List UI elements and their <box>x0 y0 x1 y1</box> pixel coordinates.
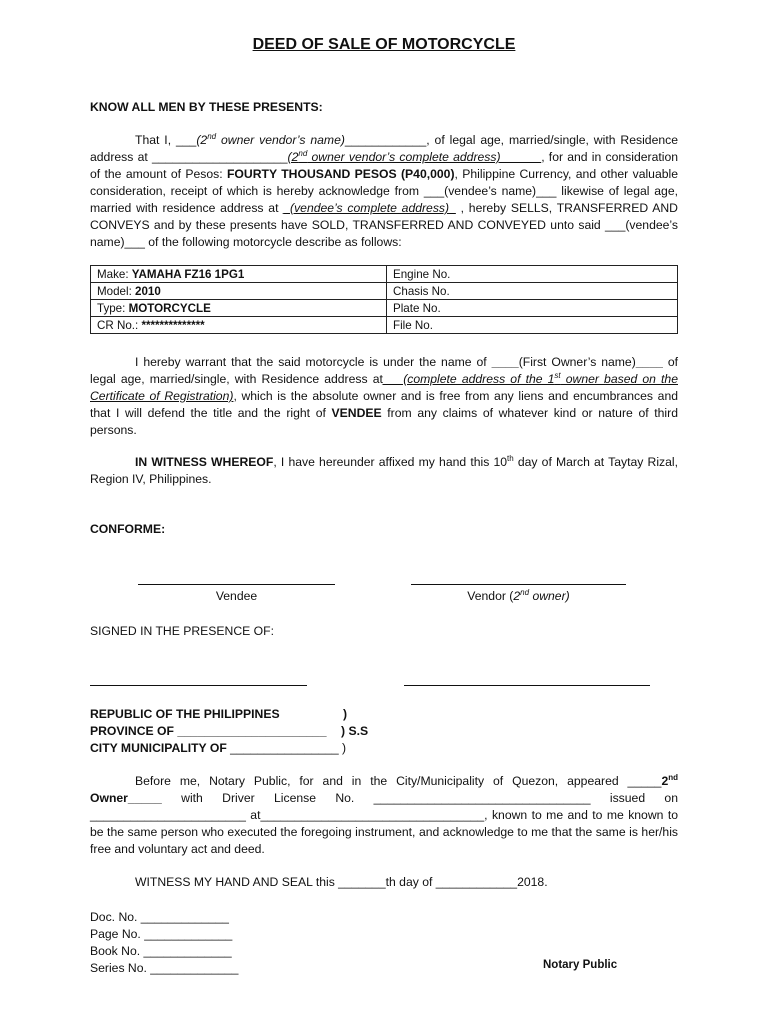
text: day of March at Taytay Rizal, Region IV, Philippines. <box>90 455 679 486</box>
vendee-signature-line <box>138 584 335 585</box>
province-line: PROVINCE OF ______________________ <box>90 724 327 738</box>
spec-right-label: Chasis No. <box>387 283 678 300</box>
spec-value: MOTORCYCLE <box>128 301 211 315</box>
table-row <box>91 300 678 317</box>
text: Before me, Notary Public, for and in the City/Municipality of Quezon, appeared _____ <box>135 774 662 788</box>
spec-label: CR No.: <box>97 318 142 332</box>
text: That I, ___ <box>135 133 197 147</box>
table-row <box>91 283 678 300</box>
witness-signature-line <box>90 685 307 686</box>
text: ___(complete address of the 1st owner based on the Certificate of Registration) <box>90 370 678 403</box>
series-no: Series No. _____________ <box>90 961 239 975</box>
text: nd <box>668 772 678 782</box>
text: 2 <box>661 774 669 788</box>
text: , Philippine Currency, and other valuable consideration, receipt of which is hereby acknowledge from <box>90 167 678 198</box>
paragraph-notary <box>90 773 678 858</box>
text: ____ <box>635 355 663 369</box>
text: , I have hereunder affixed my hand this 10 <box>273 455 508 469</box>
spec-right-label: Plate No. <box>387 300 678 317</box>
doc-no: Doc. No. _____________ <box>90 910 229 924</box>
text: , for and in consideration of the amount of Pesos: <box>90 150 679 181</box>
vendor-signature-line <box>411 584 626 585</box>
spec-label: Make: <box>97 267 132 281</box>
text: of legal age, married/single, with Residence address at <box>90 355 678 386</box>
vendee-label: Vendee <box>215 589 258 603</box>
spec-cell <box>91 283 387 300</box>
province-ss: ) S.S <box>341 724 369 738</box>
text: ____________ <box>344 133 427 147</box>
text: , which is the absolute owner and is free from any liens and encumbrances and that I will defend the title and the right of <box>90 389 678 420</box>
text: (2nd owner vendor’s complete address)______ <box>287 148 542 164</box>
text: VENDEE <box>331 406 382 420</box>
spec-right-label: Engine No. <box>387 266 678 283</box>
spec-value: YAMAHA FZ16 1PG1 <box>131 267 245 281</box>
text: from any claims of whatever kind or nature of third persons. <box>90 406 678 437</box>
spec-value: 2010 <box>135 284 161 298</box>
motorcycle-details-table <box>90 265 678 334</box>
table-row <box>91 317 678 334</box>
spec-right-label: File No. <box>387 317 678 334</box>
witness-signature-line <box>404 685 650 686</box>
signed-presence-heading: SIGNED IN THE PRESENCE OF: <box>90 624 274 638</box>
witness-seal-line: WITNESS MY HAND AND SEAL this _______th day of ____________2018. <box>135 875 548 889</box>
book-no: Book No. _____________ <box>90 944 232 958</box>
text: th <box>507 453 514 463</box>
text: (2nd owner vendor’s name) <box>196 131 345 147</box>
text: , hereby SELLS, TRANSFERRED AND CONVEYS and by these presents have SOLD, TRANSFERRED AND CONVEYED unto said ___(vendee’s name)___ of the following motorcycle describe as follows: <box>90 201 678 249</box>
page-no: Page No. _____________ <box>90 927 233 941</box>
text: with Driver License No. ________________________________ issued on _______________________ at_________________________________, known to me and to me known to be the same person who executed the foregoing instrument, and acknowledge to me that the same is her/his free and voluntary act and deed. <box>90 791 678 856</box>
doc-numbers <box>90 909 238 977</box>
text: likewise of legal age, married with residence address at <box>90 184 678 215</box>
spec-label: Type: <box>97 301 129 315</box>
paragraph-sale-terms <box>90 132 678 251</box>
notary-public-label: Notary Public <box>543 959 618 971</box>
text: IN WITNESS WHEREOF <box>135 455 274 469</box>
republic-line: REPUBLIC OF THE PHILIPPINES <box>90 707 280 721</box>
know-all-heading: KNOW ALL MEN BY THESE PRESENTS: <box>90 100 323 114</box>
spec-label: Model: <box>97 284 136 298</box>
spec-cell <box>91 300 387 317</box>
conforme-heading: CONFORME: <box>90 522 166 536</box>
text: I hereby warrant that the said motorcycle is under the name of <box>135 355 492 369</box>
sale-amount: FOURTY THOUSAND PESOS (P40,000) <box>226 167 455 181</box>
text: (First Owner’s name) <box>518 355 636 369</box>
city-line: CITY MUNICIPALITY OF ________________ ) <box>90 741 347 755</box>
spec-cell <box>91 317 387 334</box>
text: ____ <box>491 355 519 369</box>
text: Owner_____ <box>90 791 162 805</box>
text: _(vendee’s complete address)_ <box>283 201 456 215</box>
table-row <box>91 266 678 283</box>
spec-cell <box>91 266 387 283</box>
vendor-label: Vendor (2nd owner) <box>467 587 570 603</box>
document-title: DEED OF SALE OF MOTORCYCLE <box>252 36 516 53</box>
paragraph-witness <box>90 454 678 488</box>
text: ___(vendee’s name)___ <box>423 184 557 198</box>
republic-bracket: ) <box>343 707 348 721</box>
text: , of legal age, married/single, with Residence address at ____________________ <box>90 133 678 164</box>
spec-value: ************** <box>141 318 205 332</box>
paragraph-warranty <box>90 354 678 439</box>
